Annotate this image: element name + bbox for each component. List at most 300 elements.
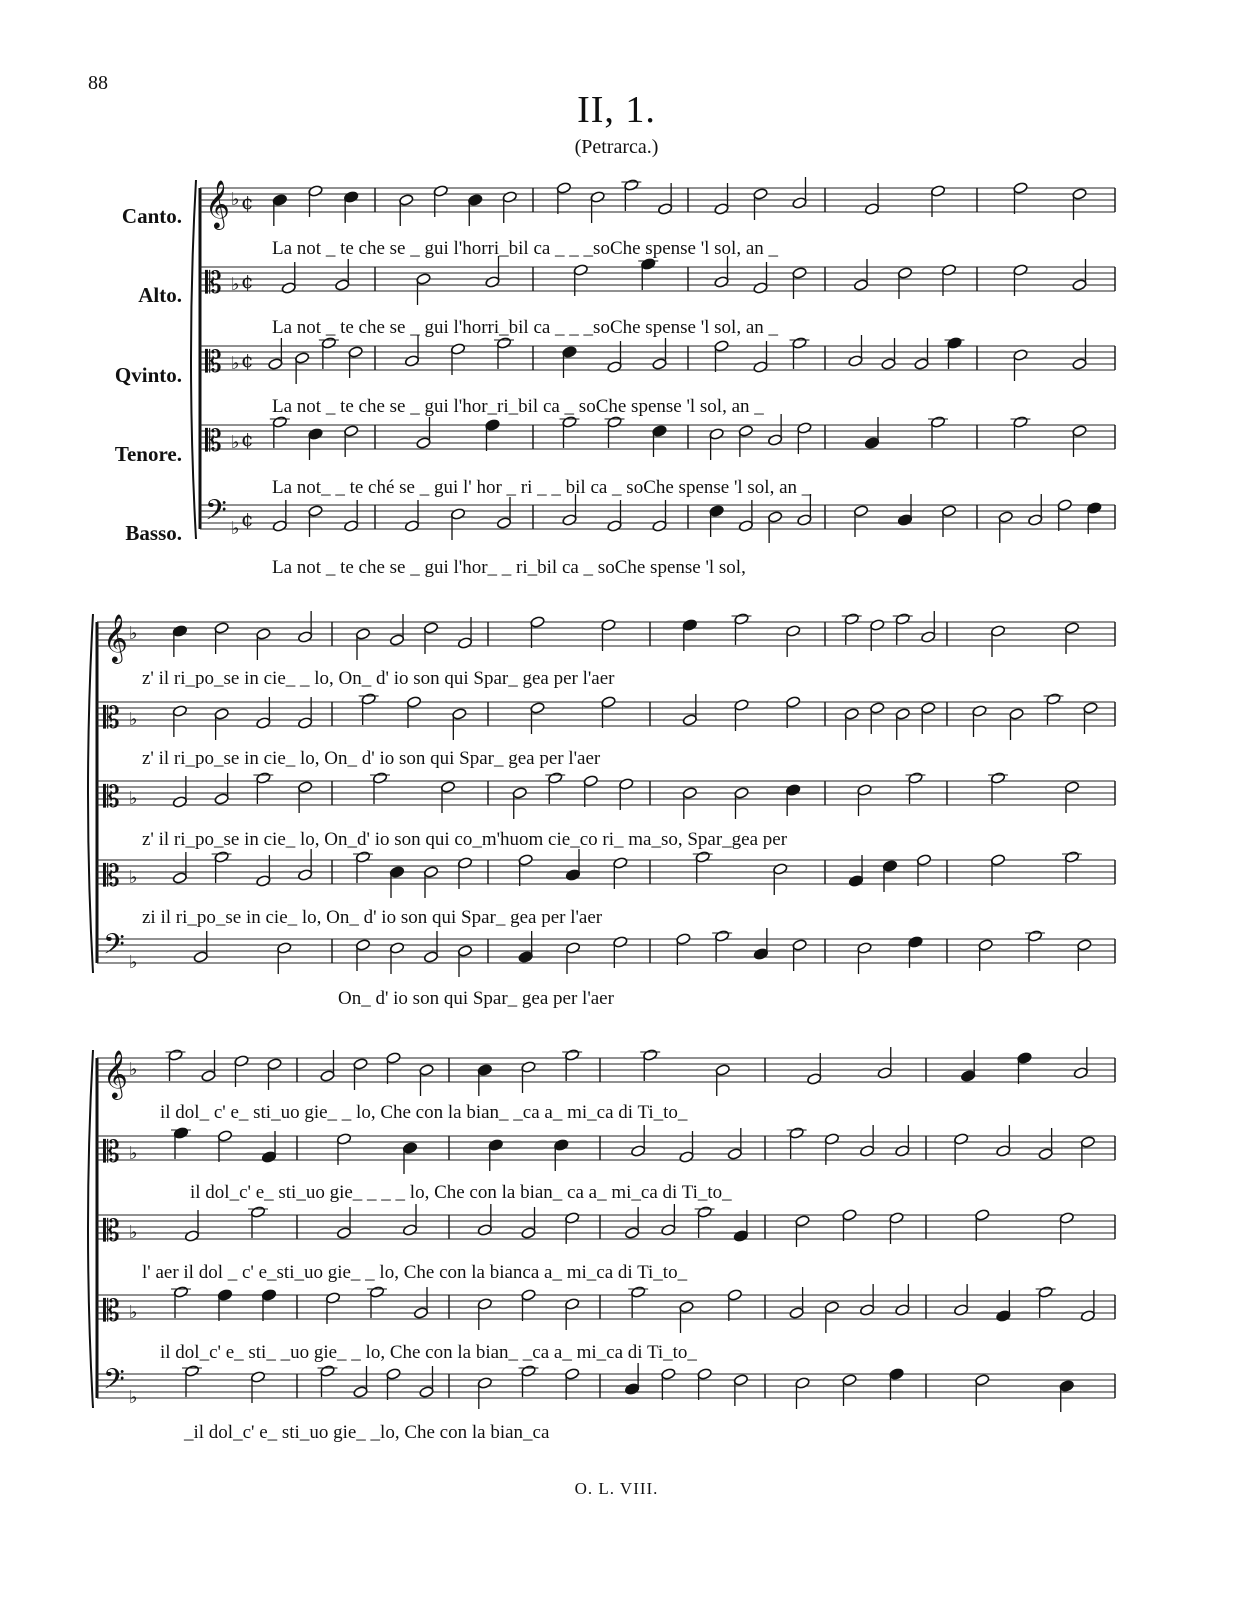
flat-icon: ♭ — [129, 709, 138, 730]
half-note — [353, 1386, 368, 1399]
half-note — [530, 616, 545, 629]
half-note — [267, 1058, 282, 1071]
half-note — [530, 702, 545, 715]
flat-icon: ♭ — [231, 353, 240, 374]
half-note — [908, 772, 923, 785]
half-note — [613, 857, 628, 870]
half-note — [954, 1133, 969, 1146]
half-note — [619, 778, 634, 791]
bass-clef-icon: 𝄢 — [205, 494, 227, 534]
quarter-note — [1087, 502, 1102, 515]
half-note — [715, 1064, 730, 1077]
quarter-note — [261, 1151, 276, 1164]
half-note — [679, 1301, 694, 1314]
flat-icon: ♭ — [231, 518, 240, 539]
half-note — [353, 1058, 368, 1071]
flat-icon: ♭ — [129, 1302, 138, 1323]
bass-clef-icon: 𝄢 — [103, 928, 125, 968]
half-note — [214, 851, 229, 864]
half-note — [308, 185, 323, 198]
quarter-note — [882, 860, 897, 873]
half-note — [897, 267, 912, 280]
half-note — [990, 625, 1005, 638]
half-note — [298, 869, 313, 882]
half-note — [369, 1286, 384, 1299]
quarter-note — [961, 1070, 976, 1083]
half-note — [234, 1055, 249, 1068]
half-note — [895, 613, 910, 626]
quarter-note — [562, 346, 577, 359]
half-note — [565, 1049, 580, 1062]
half-note — [184, 1365, 199, 1378]
half-note — [714, 340, 729, 353]
half-note — [734, 613, 749, 626]
cut-time-icon: ¢ — [241, 190, 254, 214]
flat-icon: ♭ — [231, 432, 240, 453]
half-note — [889, 1212, 904, 1225]
bass-clef-icon: 𝄢 — [103, 1363, 125, 1403]
half-note — [201, 1070, 216, 1083]
half-note — [298, 631, 313, 644]
half-note — [386, 1052, 401, 1065]
half-note — [921, 631, 936, 644]
half-note — [562, 416, 577, 429]
half-note — [842, 1374, 857, 1387]
lyric-line-s1-qvinto: La not _ te che se _ gui l'hor_ri_bil ca _ soChe spense 'l sol, an _ — [272, 396, 764, 417]
half-note — [477, 1224, 492, 1237]
quarter-note — [1059, 1380, 1074, 1393]
quarter-note — [733, 1230, 748, 1243]
half-note — [727, 1289, 742, 1302]
half-note — [419, 1064, 434, 1077]
half-note — [631, 1286, 646, 1299]
half-note — [1072, 358, 1087, 371]
c-clef-icon: 𝄡 — [103, 1294, 120, 1329]
quarter-note — [402, 1142, 417, 1155]
page-number: 88 — [88, 72, 108, 94]
quarter-note — [864, 437, 879, 450]
half-note — [930, 185, 945, 198]
half-note — [914, 358, 929, 371]
c-clef-icon: 𝄡 — [103, 701, 120, 736]
half-note — [419, 1386, 434, 1399]
half-note — [298, 781, 313, 794]
voice-label-basso: Basso. — [125, 521, 182, 545]
half-note — [217, 1130, 232, 1143]
quarter-note — [389, 866, 404, 879]
half-note — [753, 282, 768, 295]
half-note — [565, 942, 580, 955]
quarter-note — [488, 1139, 503, 1152]
half-note — [172, 872, 187, 885]
half-note — [1013, 416, 1028, 429]
half-note — [697, 1368, 712, 1381]
quarter-note — [173, 1127, 188, 1140]
c-clef-icon: 𝄡 — [205, 266, 222, 301]
half-note — [440, 781, 455, 794]
quarter-note — [996, 1310, 1011, 1323]
quarter-note — [485, 419, 500, 432]
half-note — [336, 1227, 351, 1240]
half-note — [996, 1145, 1011, 1158]
quarter-note — [709, 505, 724, 518]
half-note — [795, 1377, 810, 1390]
half-note — [214, 793, 229, 806]
half-note — [797, 514, 812, 527]
half-note — [502, 191, 517, 204]
lyric-line-s2-qvinto: z' il ri_po_se in cie_ lo, On_d' io son qui co_m'huom cie_co ri_ ma_so, Spar_gea per — [142, 829, 788, 850]
lyric-line-s2-alto: z' il ri_po_se in cie_ lo, On_ d' io son qui Spar_ gea per l'aer — [142, 748, 601, 769]
half-note — [844, 613, 859, 626]
cut-time-icon: ¢ — [241, 427, 254, 451]
half-note — [372, 772, 387, 785]
flat-icon: ♭ — [129, 867, 138, 888]
voice-label-canto: Canto. — [121, 204, 182, 228]
half-note — [457, 945, 472, 958]
cut-time-icon: ¢ — [241, 269, 254, 293]
half-note — [792, 267, 807, 280]
half-note — [860, 1145, 875, 1158]
half-note — [738, 520, 753, 533]
half-note — [768, 511, 783, 524]
half-note — [256, 628, 271, 641]
half-note — [320, 1070, 335, 1083]
half-note — [857, 784, 872, 797]
poet-attribution: (Petrarca.) — [574, 136, 659, 158]
flat-icon: ♭ — [129, 1143, 138, 1164]
half-note — [214, 708, 229, 721]
flat-icon: ♭ — [129, 952, 138, 973]
flat-icon: ♭ — [129, 623, 138, 644]
half-note — [457, 637, 472, 650]
half-note — [308, 505, 323, 518]
half-note — [1064, 781, 1079, 794]
half-note — [386, 1368, 401, 1381]
half-note — [344, 425, 359, 438]
c-clef-icon: 𝄡 — [103, 780, 120, 815]
half-note — [853, 505, 868, 518]
half-note — [877, 1067, 892, 1080]
quarter-note — [272, 194, 287, 207]
lyric-line-s2-basso: On_ d' io son qui Spar_ gea per l'aer — [338, 988, 614, 1009]
half-note — [389, 634, 404, 647]
half-note — [1057, 499, 1072, 512]
piece-title: II, 1. — [577, 89, 656, 131]
half-note — [972, 705, 987, 718]
half-note — [853, 279, 868, 292]
quarter-note — [848, 875, 863, 888]
half-note — [738, 425, 753, 438]
half-note — [361, 693, 376, 706]
half-note — [1072, 279, 1087, 292]
quarter-note — [468, 194, 483, 207]
half-note — [714, 276, 729, 289]
half-note — [607, 416, 622, 429]
edition-footer: O. L. VIII. — [574, 1479, 659, 1498]
half-note — [404, 520, 419, 533]
quarter-note — [625, 1383, 640, 1396]
half-note — [1038, 1286, 1053, 1299]
half-note — [335, 279, 350, 292]
half-note — [795, 1215, 810, 1228]
half-note — [1073, 1067, 1088, 1080]
half-note — [789, 1127, 804, 1140]
half-note — [272, 416, 287, 429]
quarter-note — [261, 1289, 276, 1302]
half-note — [565, 1212, 580, 1225]
half-note — [1027, 930, 1042, 943]
half-note — [344, 520, 359, 533]
half-note — [792, 197, 807, 210]
half-note — [870, 702, 885, 715]
c-clef-icon: 𝄡 — [103, 1135, 120, 1170]
lyric-line-s1-alto: La not _ te che se _ gui l'horri_bil ca _ _ _soChe spense 'l sol, an _ — [272, 317, 779, 338]
half-note — [406, 696, 421, 709]
half-note — [625, 1227, 640, 1240]
half-note — [978, 939, 993, 952]
half-note — [824, 1301, 839, 1314]
c-clef-icon: 𝄡 — [103, 1214, 120, 1249]
half-note — [250, 1371, 265, 1384]
half-note — [590, 191, 605, 204]
quarter-note — [889, 1368, 904, 1381]
flat-icon: ♭ — [231, 274, 240, 295]
quarter-note — [172, 625, 187, 638]
quarter-note — [947, 337, 962, 350]
half-note — [184, 1230, 199, 1243]
half-note — [450, 508, 465, 521]
half-note — [682, 787, 697, 800]
c-clef-icon: 𝄡 — [205, 424, 222, 459]
half-note — [1072, 188, 1087, 201]
half-note — [1064, 622, 1079, 635]
half-note — [954, 1304, 969, 1317]
lyric-line-s1-basso: La not _ te che se _ gui l'hor_ _ ri_bil ca _ soChe spense 'l sol, — [272, 557, 746, 578]
half-note — [607, 361, 622, 374]
half-note — [457, 857, 472, 870]
half-note — [601, 619, 616, 632]
half-note — [496, 337, 511, 350]
half-note — [797, 422, 812, 435]
half-note — [860, 1304, 875, 1317]
half-note — [583, 775, 598, 788]
half-note — [485, 276, 500, 289]
cut-time-icon: ¢ — [241, 348, 254, 372]
half-note — [857, 942, 872, 955]
half-note — [682, 714, 697, 727]
voice-label-tenore: Tenore. — [114, 442, 182, 466]
half-note — [521, 1289, 536, 1302]
quarter-note — [641, 258, 656, 271]
half-note — [256, 772, 271, 785]
half-note — [998, 511, 1013, 524]
half-note — [786, 625, 801, 638]
half-note — [416, 273, 431, 286]
half-note — [895, 1304, 910, 1317]
half-note — [824, 1133, 839, 1146]
half-note — [916, 854, 931, 867]
half-note — [521, 1061, 536, 1074]
half-note — [399, 194, 414, 207]
flat-icon: ♭ — [129, 788, 138, 809]
half-note — [256, 717, 271, 730]
half-note — [512, 787, 527, 800]
half-note — [727, 1148, 742, 1161]
half-note — [652, 358, 667, 371]
half-note — [1080, 1136, 1095, 1149]
quarter-note — [565, 869, 580, 882]
voice-label-alto: Alto. — [138, 283, 182, 307]
half-note — [521, 1227, 536, 1240]
half-note — [562, 514, 577, 527]
half-note — [1083, 702, 1098, 715]
half-note — [272, 520, 287, 533]
half-note — [789, 1307, 804, 1320]
half-note — [709, 428, 724, 441]
half-note — [661, 1368, 676, 1381]
half-note — [214, 622, 229, 635]
half-note — [768, 434, 783, 447]
half-note — [281, 282, 296, 295]
lyric-line-s1-tenore: La not_ _ te ché se _ gui l' hor _ ri _ _ bil ca _ soChe spense 'l sol, an _ — [272, 477, 812, 498]
half-note — [423, 622, 438, 635]
half-note — [573, 264, 588, 277]
half-note — [1080, 1310, 1095, 1323]
half-note — [921, 702, 936, 715]
half-note — [1009, 708, 1024, 721]
half-note — [355, 628, 370, 641]
half-note — [990, 772, 1005, 785]
c-clef-icon: 𝄡 — [103, 859, 120, 894]
half-note — [168, 1049, 183, 1062]
flat-icon: ♭ — [129, 1059, 138, 1080]
half-note — [1064, 851, 1079, 864]
voice-label-qvinto: Qvinto. — [114, 363, 182, 387]
half-note — [753, 188, 768, 201]
half-note — [423, 866, 438, 879]
half-note — [450, 343, 465, 356]
quarter-note — [1017, 1052, 1032, 1065]
lyric-line-s2-tenore: zi il ri_po_se in cie_ lo, On_ d' io son qui Spar_ gea per l'aer — [142, 907, 603, 928]
half-note — [1028, 514, 1043, 527]
half-note — [1046, 693, 1061, 706]
half-note — [548, 772, 563, 785]
half-note — [256, 875, 271, 888]
half-note — [1013, 349, 1028, 362]
half-note — [734, 699, 749, 712]
half-note — [753, 361, 768, 374]
quarter-note — [652, 425, 667, 438]
half-note — [676, 933, 691, 946]
system-brace — [88, 1050, 93, 1408]
half-note — [792, 337, 807, 350]
lyric-line-s1-canto: La not _ te che se _ gui l'horri_bil ca _ _ _soChe spense 'l sol, an _ — [272, 238, 779, 259]
half-note — [321, 337, 336, 350]
half-note — [1013, 264, 1028, 277]
half-note — [325, 1292, 340, 1305]
half-note — [601, 696, 616, 709]
half-note — [1013, 182, 1028, 195]
half-note — [355, 851, 370, 864]
half-note — [848, 355, 863, 368]
half-note — [172, 796, 187, 809]
quarter-note — [786, 784, 801, 797]
half-note — [565, 1298, 580, 1311]
lyric-line-s3-basso: _il dol_c' e_ sti_uo gie_ _lo, Che con la bian_ca — [184, 1422, 550, 1443]
system-brace — [191, 180, 196, 539]
half-note — [1072, 425, 1087, 438]
half-note — [348, 346, 363, 359]
half-note — [521, 1365, 536, 1378]
half-note — [695, 851, 710, 864]
half-note — [320, 1365, 335, 1378]
half-note — [643, 1049, 658, 1062]
half-note — [990, 854, 1005, 867]
half-note — [697, 1206, 712, 1219]
half-note — [941, 505, 956, 518]
lyric-line-s2-canto: z' il ri_po_se in cie_ _ lo, On_ d' io son qui Spar_ gea per l'aer — [142, 668, 615, 689]
half-note — [941, 264, 956, 277]
lyric-line-s3-alto: il dol_c' e_ sti_uo gie_ _ _ _ lo, Che con la bian_ ca a_ mi_ca di Ti_to_ — [190, 1182, 732, 1203]
half-note — [477, 1377, 492, 1390]
half-note — [477, 1298, 492, 1311]
half-note — [355, 939, 370, 952]
quarter-note — [682, 619, 697, 632]
system-brace — [88, 614, 93, 973]
quarter-note — [217, 1289, 232, 1302]
treble-clef-icon: 𝄞 — [103, 1049, 128, 1098]
lyric-line-s3-canto: il dol_ c' e_ sti_uo gie_ _ lo, Che con la bian_ _ca a_ mi_ca di Ti_to_ — [160, 1102, 688, 1123]
half-note — [807, 1073, 822, 1086]
quarter-note — [344, 191, 359, 204]
half-note — [895, 708, 910, 721]
flat-icon: ♭ — [231, 189, 240, 210]
half-note — [336, 1133, 351, 1146]
lyric-line-s3-qvinto: l' aer il dol _ c' e_sti_uo gie_ _ lo, Che con la bianca a_ mi_ca di Ti_to_ — [142, 1262, 688, 1283]
half-note — [881, 358, 896, 371]
half-note — [792, 939, 807, 952]
quarter-note — [554, 1139, 569, 1152]
half-note — [423, 951, 438, 964]
half-note — [613, 936, 628, 949]
quarter-note — [908, 936, 923, 949]
half-note — [975, 1374, 990, 1387]
half-note — [452, 708, 467, 721]
half-note — [930, 416, 945, 429]
half-note — [733, 1374, 748, 1387]
half-note — [842, 1209, 857, 1222]
half-note — [870, 619, 885, 632]
half-note — [714, 203, 729, 216]
half-note — [631, 1145, 646, 1158]
half-note — [172, 705, 187, 718]
half-note — [679, 1151, 694, 1164]
half-note — [556, 182, 571, 195]
half-note — [975, 1209, 990, 1222]
half-note — [518, 854, 533, 867]
quarter-note — [897, 514, 912, 527]
treble-clef-icon: 𝄞 — [205, 179, 230, 228]
half-note — [844, 708, 859, 721]
half-note — [565, 1368, 580, 1381]
half-note — [661, 1224, 676, 1237]
half-note — [268, 358, 283, 371]
half-note — [389, 942, 404, 955]
flat-icon: ♭ — [129, 1222, 138, 1243]
quarter-note — [518, 951, 533, 964]
half-note — [250, 1206, 265, 1219]
cut-time-icon: ¢ — [241, 507, 254, 531]
